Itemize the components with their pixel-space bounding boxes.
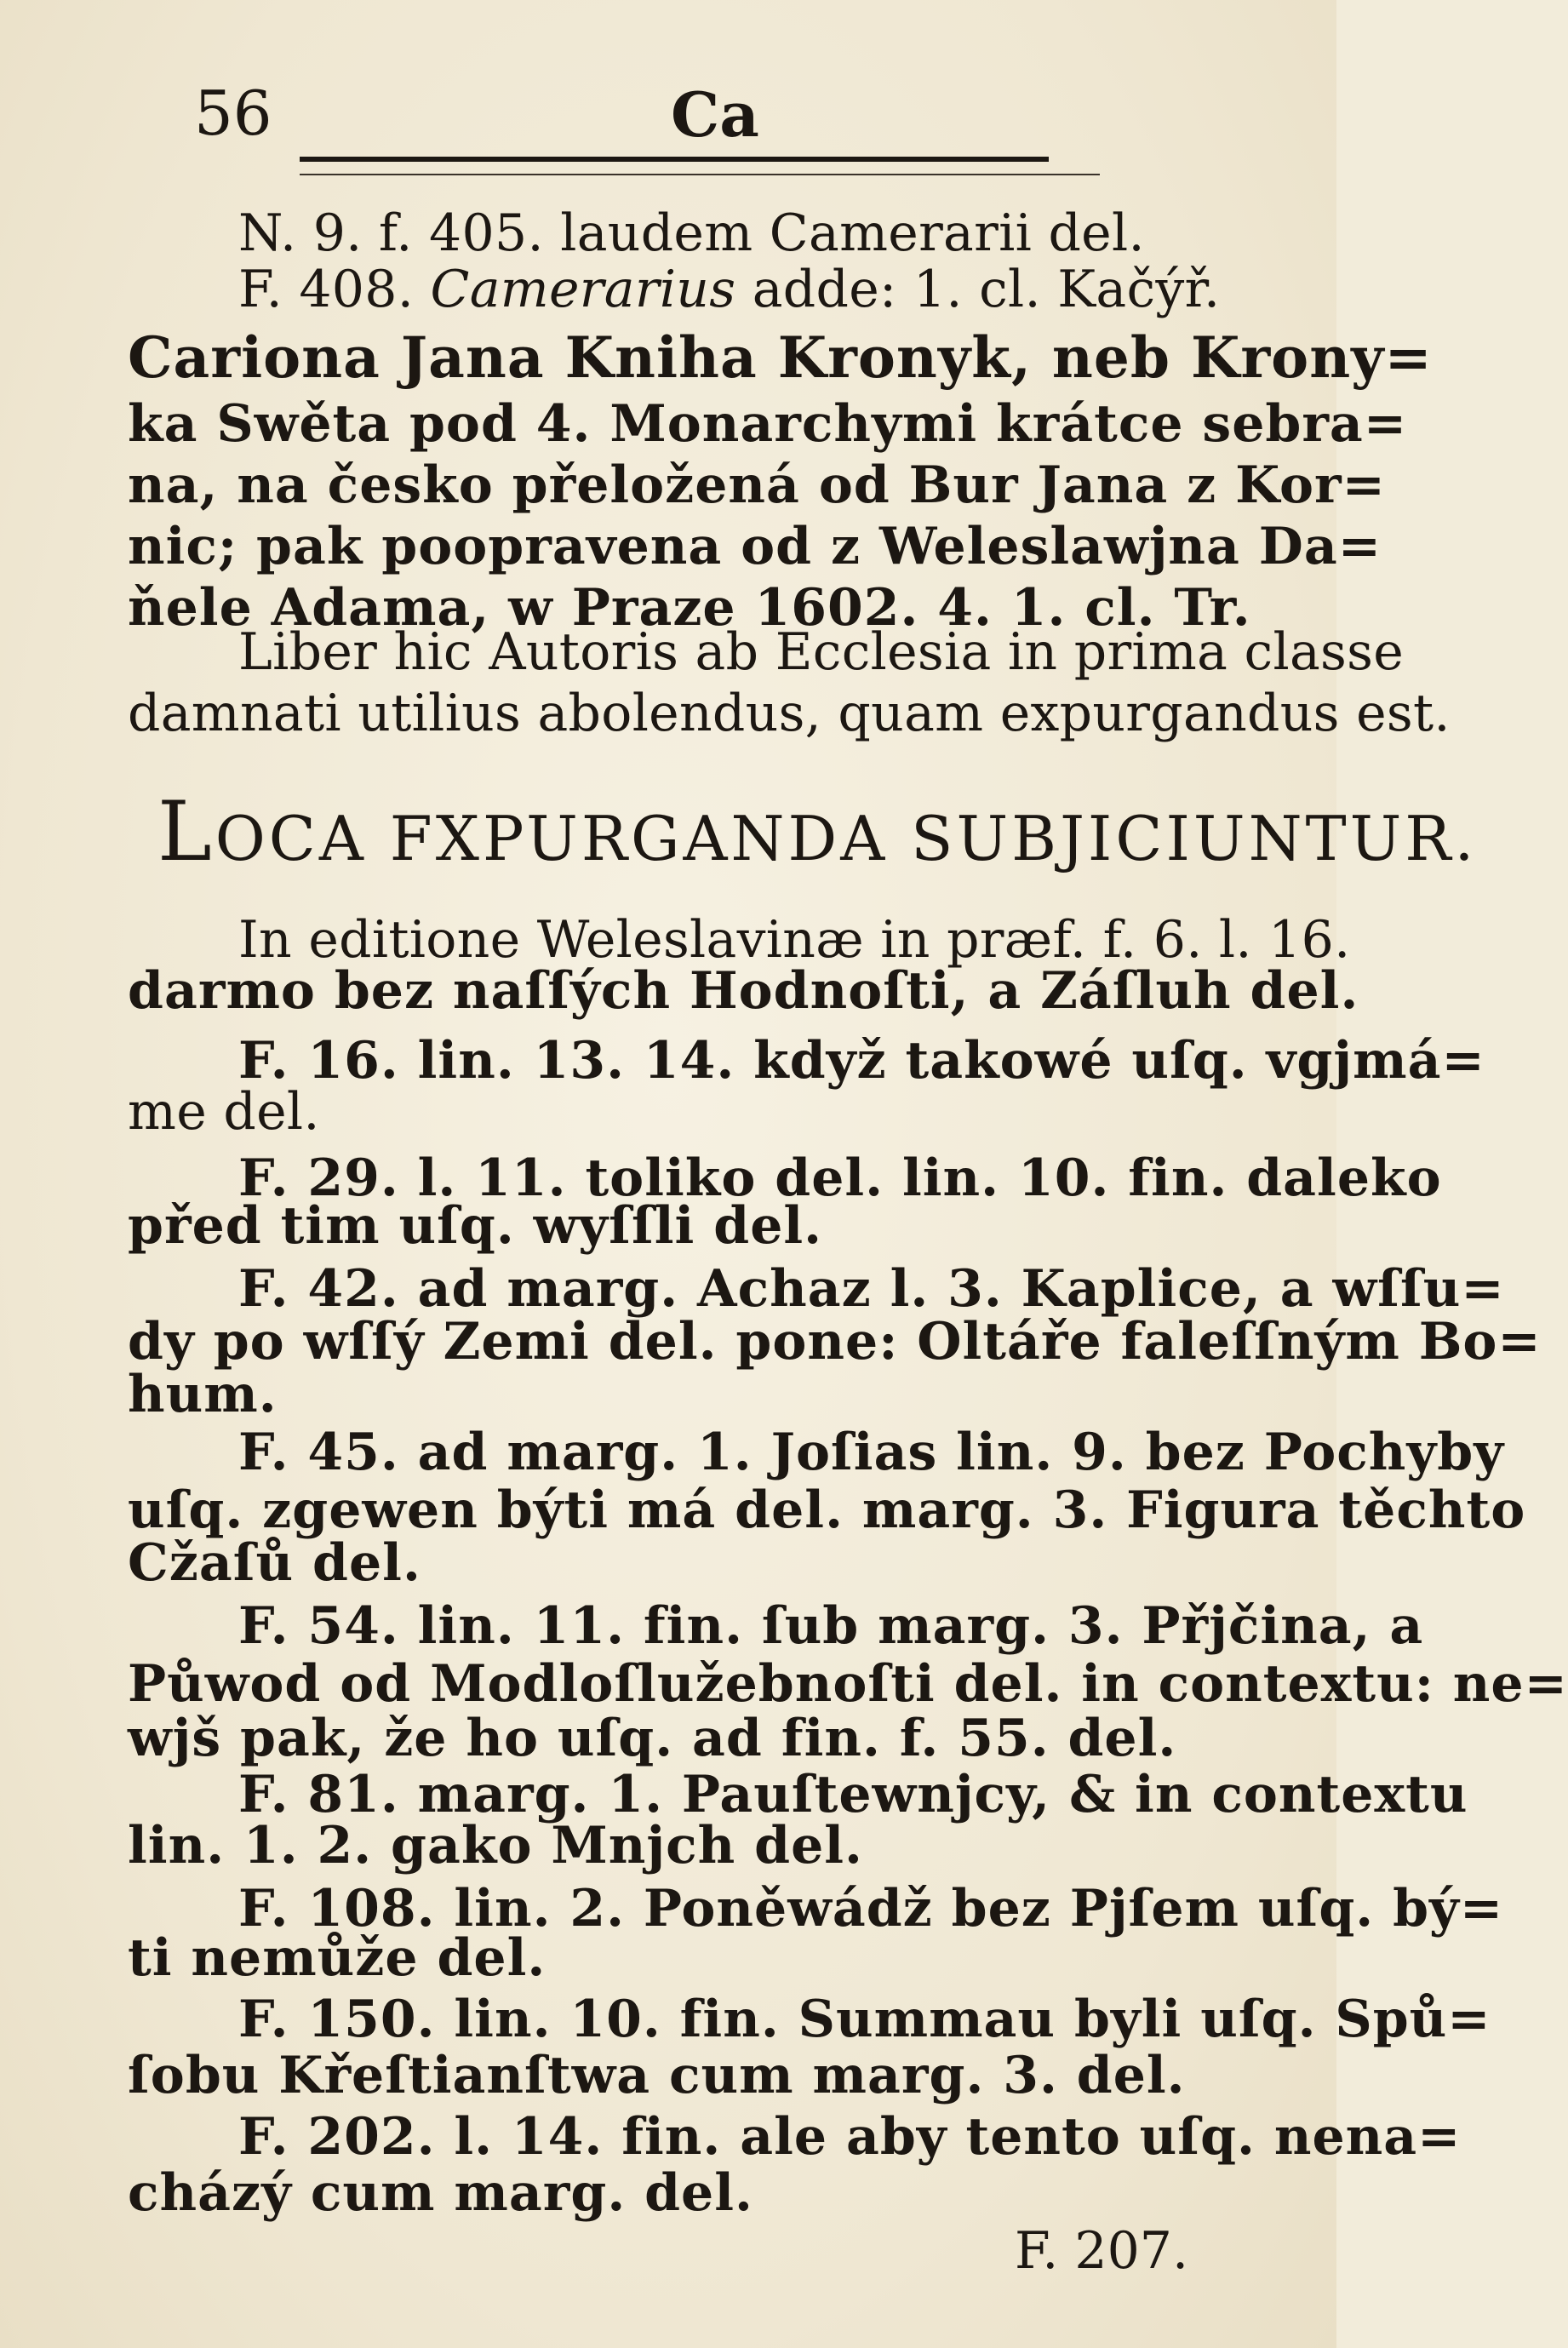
text-line-16: F. 81. marg. 1. Pauſtewnjcy, & in contextu (238, 1765, 1468, 1824)
page-number: 56 (194, 77, 272, 149)
text-line-14: Půwod od Modloſlužebnoſti del. in contextu: ne= (128, 1654, 1568, 1714)
entry-title-line-4: nic; pak poopravena od z Weleslawjna Da= (128, 517, 1382, 576)
text-line-6: před tim uſq. wyſſli del. (128, 1196, 823, 1256)
running-head: Ca (671, 78, 759, 151)
text-line-22: F. 202. l. 14. fin. ale aby tento uſq. nena= (238, 2107, 1462, 2167)
entry-title-line-2: ka Swěta pod 4. Monarchymi krátce sebra= (128, 394, 1408, 454)
entry-line-2c: adde: 1. cl. Kačýř. (752, 260, 1221, 319)
text-line-19: ti nemůže del. (128, 1928, 547, 1988)
entry-line-2 (238, 259, 1268, 320)
text-line-5: F. 29. l. 11. toliko del. lin. 10. fin. daleko (238, 1148, 1442, 1208)
section-heading-rest: OCA FXPURGANDA SUBJICIUNTUR. (215, 803, 1478, 874)
text-line-2: darmo bez naſſých Hodnoſti, a Záſluh del. (128, 961, 1359, 1021)
text-line-4: me del. (128, 1082, 320, 1142)
text-line-8: dy po wſſý Zemi del. pone: Oltáře faleſſným Bo= (128, 1312, 1542, 1372)
text-line-10: F. 45. ad marg. 1. Joſias lin. 9. bez Pochyby (238, 1423, 1505, 1482)
section-heading-initial: L (157, 784, 215, 879)
text-line-11: uſq. zgewen býti má del. marg. 3. Figura těchto (128, 1480, 1526, 1540)
section-heading (157, 784, 1478, 879)
entry-title-line-1: Cariona Jana Kniha Kronyk, neb Krony= (128, 324, 1433, 391)
entry-title-line-5: ňele Adama, w Praze 1602. 4. 1. cl. Tr. (128, 578, 1251, 638)
entry-line-2a: F. 408. (238, 260, 415, 319)
header-rule-thin (300, 174, 1100, 175)
entry-note-line-1: Liber hic Autoris ab Ecclesia in prima classe (238, 622, 1405, 682)
entry-title-line-3: na, na česko přeložená od Bur Jana z Kor= (128, 455, 1386, 515)
text-line-7: F. 42. ad marg. Achaz l. 3. Kaplice, a wſſu= (238, 1259, 1505, 1319)
entry-note-line-2: damnati utilius abolendus, quam expurgandus est. (128, 684, 1451, 743)
text-line-20: F. 150. lin. 10. fin. Summau byli uſq. Spů= (238, 1990, 1491, 2049)
text-line-17: lin. 1. 2. gako Mnjch del. (128, 1816, 863, 1876)
text-line-12: Cžaſů del. (128, 1533, 421, 1593)
entry-line-2b: Camerarius (430, 260, 736, 319)
catchword: F. 207. (1015, 2221, 1189, 2281)
text-line-23: cházý cum marg. del. (128, 2163, 753, 2223)
text-line-3: F. 16. lin. 13. 14. když takowé uſq. vgjmá= (238, 1031, 1485, 1091)
text-line-18: F. 108. lin. 2. Poněwádž bez Pjſem uſq. bý= (238, 1879, 1504, 1939)
text-line-21: ſobu Křeſtianſtwa cum marg. 3. del. (128, 2046, 1186, 2105)
text-line-1: In editione Weleslavinæ in præf. f. 6. l. 16. (238, 910, 1351, 970)
entry-line-1: N. 9. f. 405. laudem Camerarii del. (238, 203, 1145, 263)
header-rule (300, 157, 1049, 162)
text-line-13: F. 54. lin. 11. fin. ſub marg. 3. Přjčina, a (238, 1596, 1424, 1656)
text-line-15: wjš pak, že ho uſq. ad fin. f. 55. del. (128, 1709, 1177, 1768)
text-line-9: hum. (128, 1365, 278, 1424)
